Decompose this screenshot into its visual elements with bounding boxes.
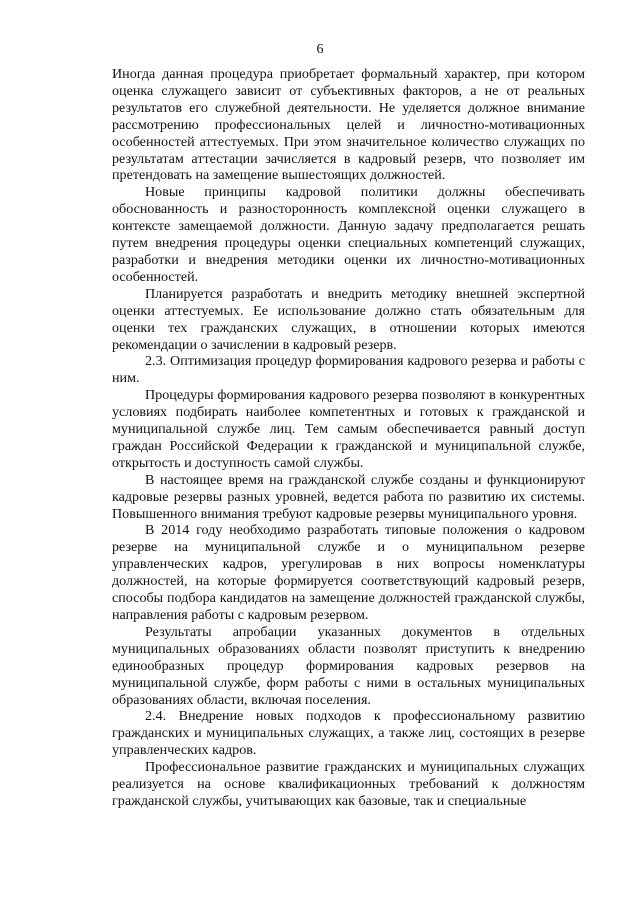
- paragraph: Результаты апробации указанных документов в отдельных муниципальных образованиях области позволят приступить к внедрению единообразных процедур формирования кадровых резервов на муниципальной службе, форм работы с ними в остальных муниципальных образованиях области, включая поселения.: [112, 623, 585, 708]
- paragraph: В настоящее время на гражданской службе созданы и функционируют кадровые резервы разных уровней, ведется работа по развитию их системы. Повышенного внимания требуют кадровые резервы муниципального уровня.: [112, 471, 585, 522]
- paragraph: Планируется разработать и внедрить методику внешней экспертной оценки аттестуемых. Ее использование должно стать обязательным для оценки тех гражданских служащих, в отношении которых имеются рекомендации о зачислении в кадровый резерв.: [112, 285, 585, 353]
- paragraph: Новые принципы кадровой политики должны обеспечивать обоснованность и разносторонность комплексной оценки служащего в контексте замещаемой должности. Данную задачу предполагается решать путем внедрения процедуры оценки специальных компетенций служащих, разработки и внедрения методики оценки их личностно-мотивационных особенностей.: [112, 184, 585, 285]
- section-heading: 2.3. Оптимизация процедур формирования кадрового резерва и работы с ним.: [112, 353, 585, 387]
- paragraph: В 2014 году необходимо разработать типовые положения о кадровом резерве на муниципальной службе и о муниципальном резерве управленческих кадров, урегулировав в них вопросы номенклатуры должностей, на которые формируется соответствующий кадровый резерв, способы подбора кандидатов на замещение должностей гражданской службы, направления работы с кадровым резервом.: [112, 522, 585, 623]
- paragraph: Профессиональное развитие гражданских и муниципальных служащих реализуется на основе квалификационных требований к должностям гражданской службы, учитывающих как базовые, так и специальные: [112, 759, 585, 809]
- section-heading: 2.4. Внедрение новых подходов к профессиональному развитию гражданских и муниципальных служащих, а также лиц, состоящих в резерве управленческих кадров.: [112, 708, 585, 759]
- page-number: 6: [316, 42, 324, 57]
- paragraph: Процедуры формирования кадрового резерва позволяют в конкурентных условиях подбирать наиболее компетентных и готовых к гражданской и муниципальной службе лиц. Тем самым обеспечивается равный доступ граждан Российской Федерации к гражданской и муниципальной службе, открытость и доступность самой службы.: [112, 387, 585, 471]
- paragraph: Иногда данная процедура приобретает формальный характер, при котором оценка служащего зависит от субъективных факторов, а не от реальных результатов его служебной деятельности. Не уделяется должное внимание рассмотрению профессиональных целей и личностно-мотивационных особенностей аттестуемых. При этом значительное количество служащих по результатам аттестации зачисляется в кадровый резерв, что позволяет им претендовать на замещение вышестоящих должностей.: [112, 66, 585, 184]
- body-text: [112, 66, 585, 810]
